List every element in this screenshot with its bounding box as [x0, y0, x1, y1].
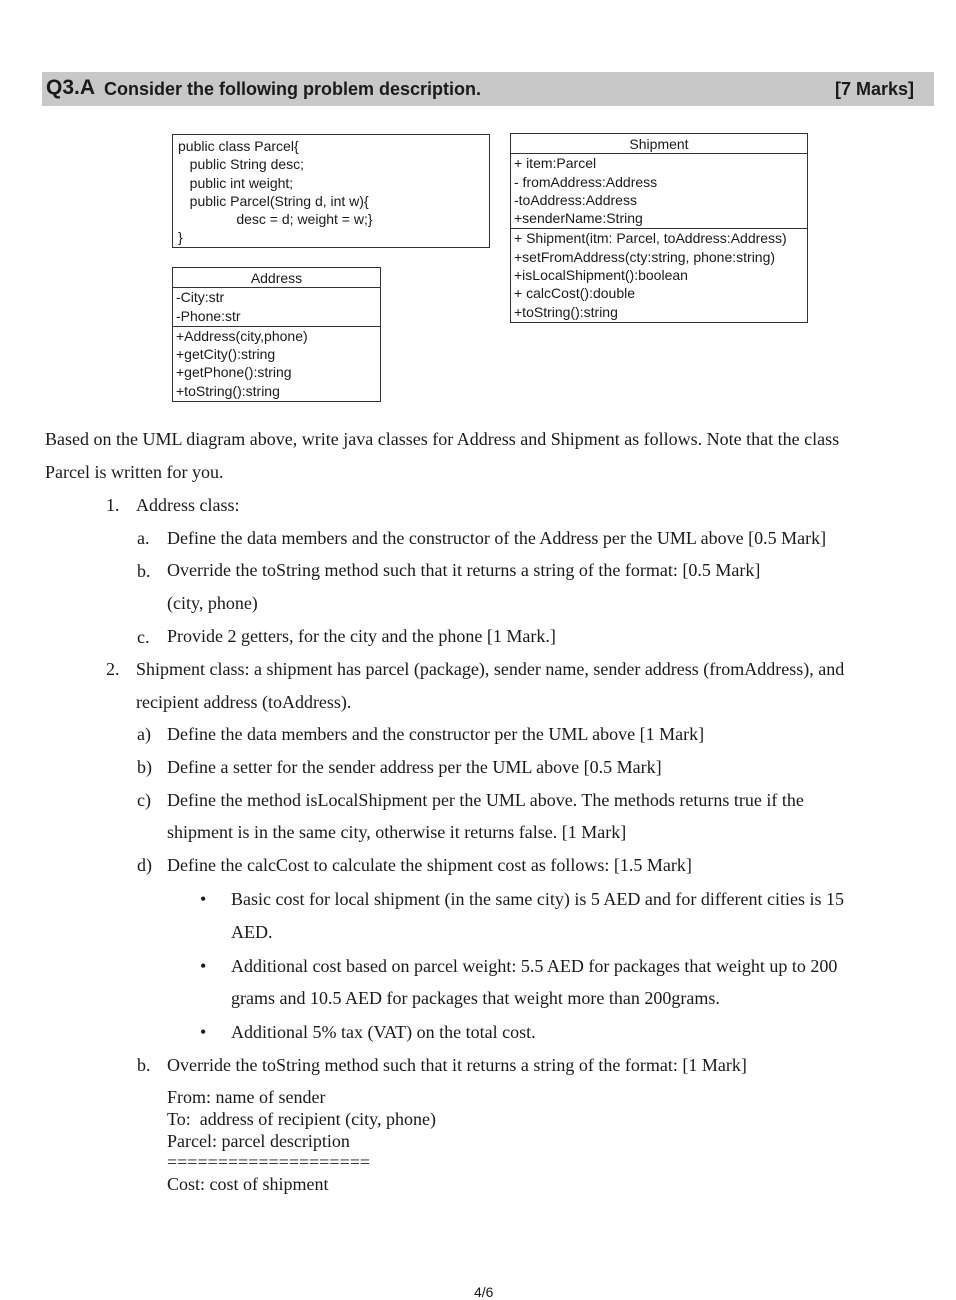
- q2-number: 2.: [106, 659, 120, 679]
- bullet3-text: Additional 5% tax (VAT) on the total cost.: [231, 1022, 536, 1042]
- q2c-label: c): [137, 790, 151, 810]
- bullet1-text-cont: AED.: [231, 922, 273, 942]
- intro-line: Parcel is written for you.: [45, 462, 224, 482]
- q2b-label: b): [137, 757, 152, 777]
- q2-title-cont: recipient address (toAddress).: [136, 692, 352, 712]
- address-uml-box: [172, 267, 381, 402]
- uml-method: +toString():string: [176, 382, 280, 399]
- bullet1-text: Basic cost for local shipment (in the same city) is 5 AED and for different cities is 15: [231, 889, 845, 909]
- bullet-marker: •: [200, 889, 207, 909]
- format-line: Cost: cost of shipment: [167, 1174, 329, 1195]
- format-block: [167, 1087, 436, 1196]
- q2c-text: Define the method isLocalShipment per the UML above. The methods returns true if the: [167, 790, 804, 810]
- format-line: To: address of recipient (city, phone): [167, 1108, 436, 1129]
- q1b-format: (city, phone): [167, 593, 258, 613]
- uml-method: +toString():string: [514, 303, 618, 320]
- address-attributes: [173, 287, 380, 326]
- uml-method: +getCity():string: [176, 346, 276, 363]
- q2d-text: Define the calcCost to calculate the shipment cost as follows: [1.5 Mark]: [167, 855, 692, 875]
- parcel-code-line: desc = d; weight = w;}: [178, 211, 373, 228]
- q1c-label: c.: [137, 627, 150, 647]
- uml-method: + calcCost():double: [514, 285, 636, 302]
- uml-attribute: -toAddress:Address: [514, 191, 637, 208]
- bullet2-text: Additional cost based on parcel weight: 5.5 AED for packages that weight up to 200: [231, 956, 838, 976]
- bullet2-text-cont: grams and 10.5 AED for packages that weight more than 200grams.: [231, 988, 720, 1008]
- q1-number: 1.: [106, 495, 120, 515]
- parcel-code-box: [172, 134, 490, 248]
- shipment-methods: [511, 228, 807, 321]
- format-line: From: name of sender: [167, 1087, 326, 1107]
- uml-method: +isLocalShipment():boolean: [514, 267, 688, 284]
- q2d-label: d): [137, 855, 152, 875]
- shipment-attributes: [511, 153, 807, 228]
- parcel-code-line: public int weight;: [178, 174, 294, 191]
- question-number: Q3.A: [46, 76, 96, 99]
- bullet-marker: •: [200, 956, 207, 976]
- shipment-class-name: Shipment: [629, 136, 689, 152]
- uml-attribute: + item:Parcel: [514, 155, 597, 172]
- q2a-label: a): [137, 724, 151, 744]
- uml-attribute: +senderName:String: [514, 210, 643, 227]
- uml-attribute: -Phone:str: [176, 307, 241, 324]
- shipment-uml-box: [510, 133, 808, 323]
- uml-method: +Address(city,phone): [176, 327, 308, 344]
- q1a-text: Define the data members and the constructor of the Address per the UML above [0.5 Mark]: [167, 528, 827, 548]
- q2b-text: Define a setter for the sender address per the UML above [0.5 Mark]: [167, 757, 662, 777]
- q2-title: Shipment class: a shipment has parcel (package), sender name, sender address (fromAddress), and: [136, 659, 845, 679]
- uml-method: +setFromAddress(cty:string, phone:string): [514, 248, 776, 265]
- uml-method: +getPhone():string: [176, 364, 292, 381]
- parcel-code-line: }: [178, 229, 183, 246]
- address-methods: [173, 326, 380, 401]
- q1-title: Address class:: [136, 495, 240, 515]
- q2c-text-cont: shipment is in the same city, otherwise it returns false. [1 Mark]: [167, 822, 627, 842]
- address-class-name: Address: [250, 270, 303, 286]
- q1b-text: Override the toString method such that it returns a string of the format: [0.5 Mark]: [167, 560, 761, 580]
- parcel-code-line: public String desc;: [178, 156, 305, 173]
- uml-attribute: -City:str: [176, 289, 225, 306]
- question-title: Consider the following problem description.: [104, 79, 482, 99]
- format-line: Parcel: parcel description: [167, 1130, 350, 1151]
- q2a-text: Define the data members and the constructor per the UML above [1 Mark]: [167, 724, 705, 744]
- question-marks: [7 Marks]: [834, 79, 914, 99]
- q1a-label: a.: [137, 528, 150, 548]
- parcel-code-line: public class Parcel{: [178, 138, 299, 154]
- uml-method: + Shipment(itm: Parcel, toAddress:Address): [514, 230, 787, 247]
- parcel-code-line: public Parcel(String d, int w){: [178, 192, 369, 209]
- uml-attribute: - fromAddress:Address: [514, 173, 658, 190]
- page-number: 4/6: [474, 1284, 494, 1300]
- q1b-label: b.: [137, 561, 151, 581]
- question-header: [42, 72, 934, 106]
- q2e-text: Override the toString method such that it returns a string of the format: [1 Mark]: [167, 1055, 747, 1075]
- q2e-label: b.: [137, 1055, 151, 1075]
- format-separator: ====================: [167, 1152, 371, 1173]
- bullet-marker: •: [200, 1022, 207, 1042]
- intro-line: Based on the UML diagram above, write java classes for Address and Shipment as follows. Note that the class: [45, 429, 840, 449]
- q1c-text: Provide 2 getters, for the city and the phone [1 Mark.]: [167, 626, 556, 646]
